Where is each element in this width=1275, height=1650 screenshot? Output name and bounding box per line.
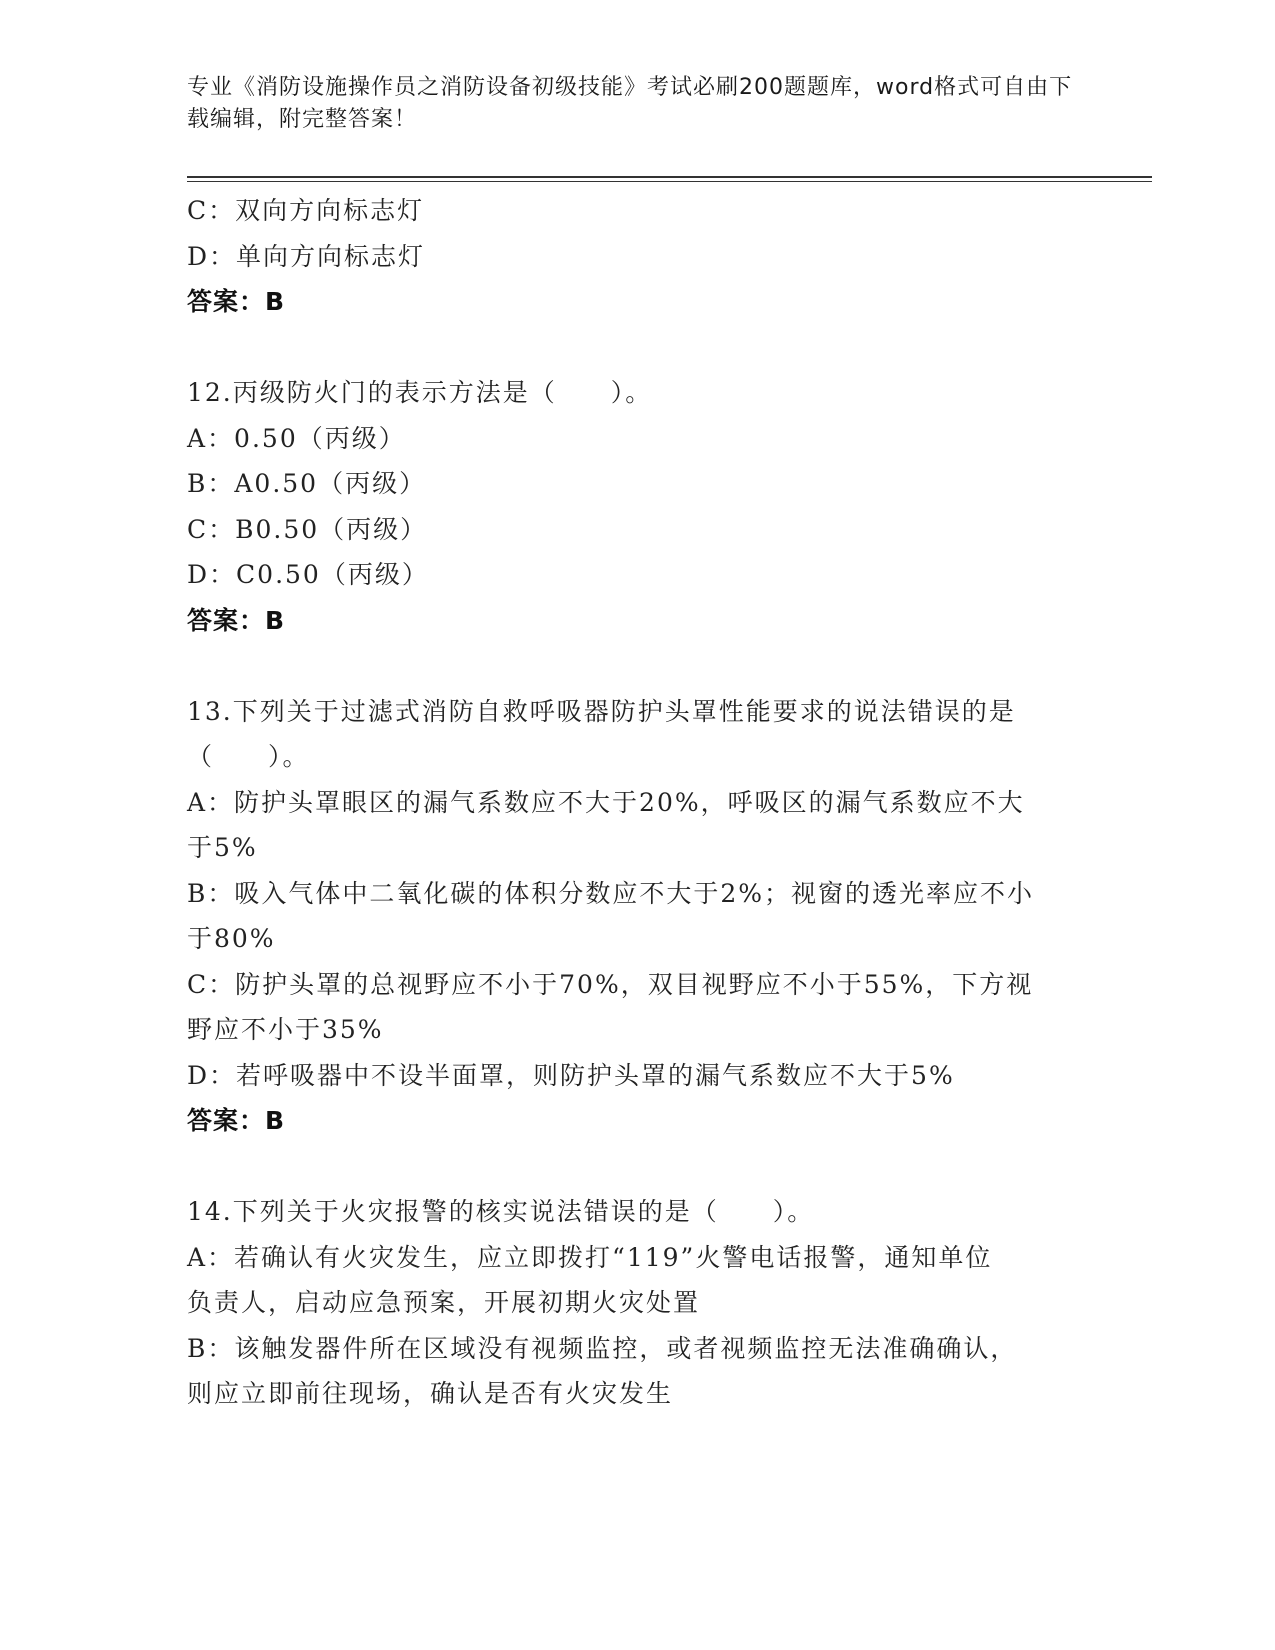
header-divider-thin — [187, 181, 1152, 182]
question-title-cont: （ ）。 — [187, 742, 310, 771]
document-header — [187, 72, 1087, 136]
spacer — [187, 325, 1087, 371]
option-b: B：吸入气体中二氧化碳的体积分数应不大于2%；视窗的透光率应不小 — [187, 878, 1035, 908]
question-title: 13.下列关于过滤式消防自救呼吸器防护头罩性能要求的说法错误的是 — [187, 696, 1016, 726]
option-d: D：若呼吸器中不设半面罩，则防护头罩的漏气系数应不大于5% — [187, 1060, 955, 1090]
option-b-cont: 则应立即前往现场，确认是否有火灾发生 — [187, 1379, 674, 1408]
question-13 — [187, 689, 1087, 1144]
option-c: C：双向方向标志灯 — [187, 196, 425, 225]
option-a-cont: 于5% — [187, 833, 258, 862]
option-b: B：A0.50（丙级） — [187, 469, 427, 498]
header-divider — [187, 176, 1152, 178]
answer-line: 答案：B — [187, 1106, 286, 1135]
option-a: A：若确认有火灾发生，应立即拨打“119”火警电话报警，通知单位 — [187, 1242, 993, 1272]
option-c: C：B0.50（丙级） — [187, 514, 428, 544]
option-c-cont: 野应不小于35% — [187, 1015, 384, 1044]
option-b: B：该触发器件所在区域没有视频监控，或者视频监控无法准确确认， — [187, 1333, 1018, 1363]
option-a: A：防护头罩眼区的漏气系数应不大于20%，呼吸区的漏气系数应不大 — [187, 787, 1025, 817]
question-14 — [187, 1189, 1087, 1417]
question-title: 12.丙级防火门的表示方法是（ ）。 — [187, 378, 653, 407]
question-title: 14.下列关于火灾报警的核实说法错误的是（ ）。 — [187, 1197, 815, 1226]
option-c: C：防护头罩的总视野应不小于70%，双目视野应不小于55%，下方视 — [187, 969, 1034, 999]
answer-line: 答案：B — [187, 605, 286, 635]
header-title: 专业《消防设施操作员之消防设备初级技能》考试必刷200题题库，word格式可自由下载编辑，附完整答案！ — [187, 75, 1073, 132]
option-d: D：单向方向标志灯 — [187, 241, 426, 271]
question-12 — [187, 370, 1087, 643]
option-a: A：0.50（丙级） — [187, 423, 406, 453]
option-b-cont: 于80% — [187, 924, 276, 953]
spacer — [187, 1144, 1087, 1190]
partial-question — [187, 188, 1087, 325]
document-body — [187, 188, 1087, 1417]
spacer — [187, 643, 1087, 689]
option-a-cont: 负责人，启动应急预案，开展初期火灾处置 — [187, 1288, 701, 1317]
answer-line: 答案：B — [187, 287, 286, 316]
option-d: D：C0.50（丙级） — [187, 560, 429, 589]
